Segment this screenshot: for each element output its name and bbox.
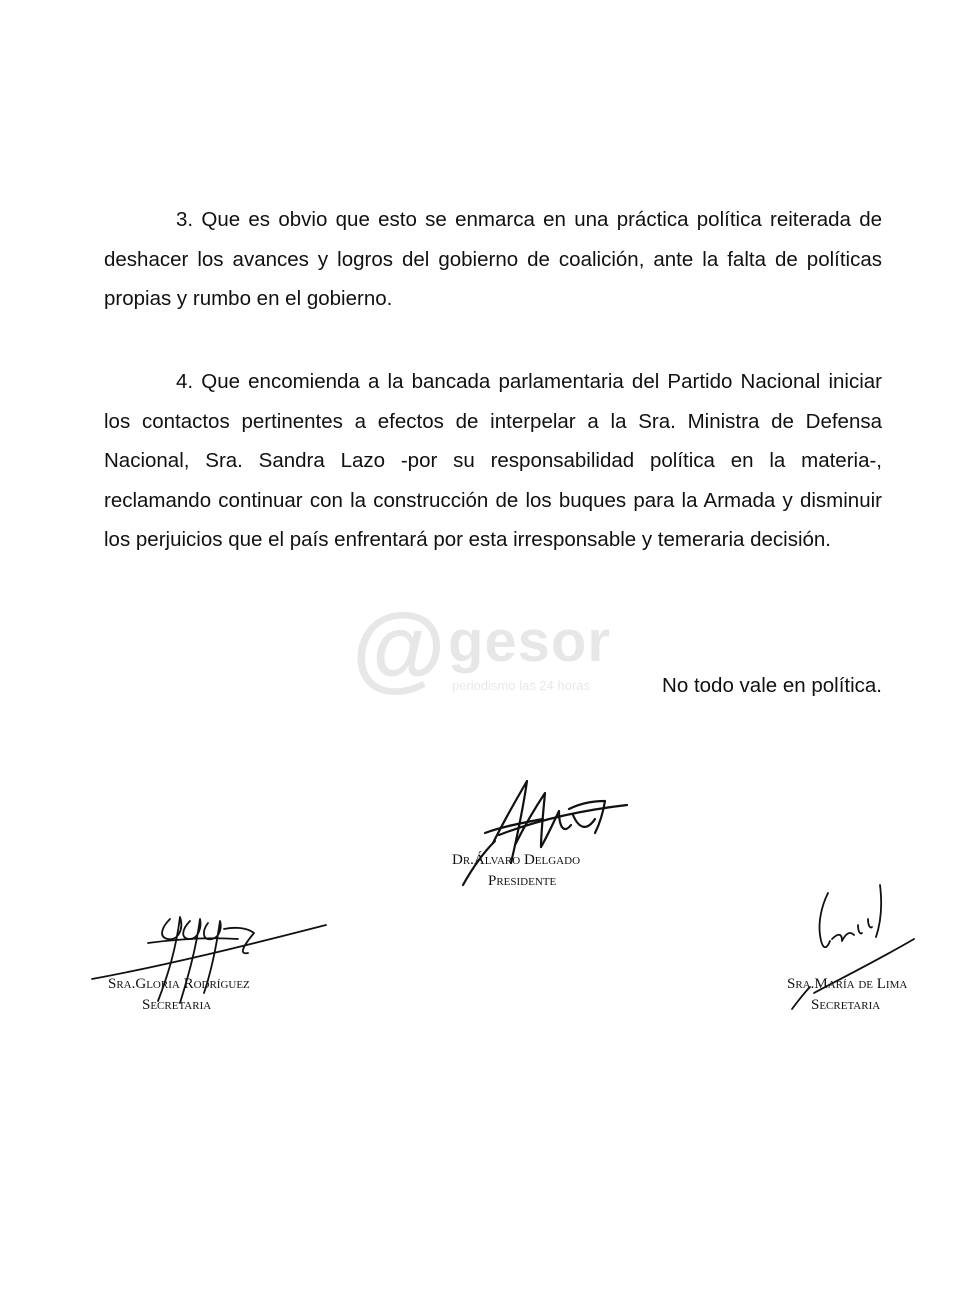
paragraph-3 (104, 200, 882, 319)
signer-title: Presidente (488, 873, 557, 889)
signature-block-president (452, 850, 580, 892)
paragraph-3-text: 3. Que es obvio que esto se enmarca en una práctica política reiterada de deshacer los avances y logros del gobierno de coalición, ante la falta de políticas propias y rumbo en el gobierno. (104, 208, 882, 310)
signature-block-secretary-right (787, 974, 907, 1016)
agesor-watermark-logo (352, 594, 642, 710)
paragraph-4-text: 4. Que encomienda a la bancada parlamentaria del Partido Nacional iniciar los contactos pertinentes a efectos de interpelar a la Sra. Ministra de Defensa Nacional, Sra. Sandra Lazo -por su responsabilidad política en la materia-, reclamando continuar con la construcción de los buques para la Armada y disminuir los perjuicios que el país enfrentará por esta irresponsable y temeraria decisión. (104, 370, 882, 551)
signer-name: Sra.María de Lima (787, 976, 908, 992)
signer-title: Secretaria (142, 997, 212, 1013)
signer-name: Sra.Gloria Rodríguez (108, 976, 250, 992)
signer-name: Dr.Álvaro Delgado (452, 852, 581, 868)
closing-statement: No todo vale en política. (662, 674, 882, 697)
watermark-at-mark: @ (352, 594, 446, 701)
paragraph-4 (104, 362, 882, 560)
signer-title: Secretaria (811, 997, 881, 1013)
watermark-tagline: periodismo las 24 horas (452, 678, 591, 693)
signature-block-secretary-left (108, 974, 250, 1016)
watermark-wordmark: gesor (448, 609, 611, 674)
